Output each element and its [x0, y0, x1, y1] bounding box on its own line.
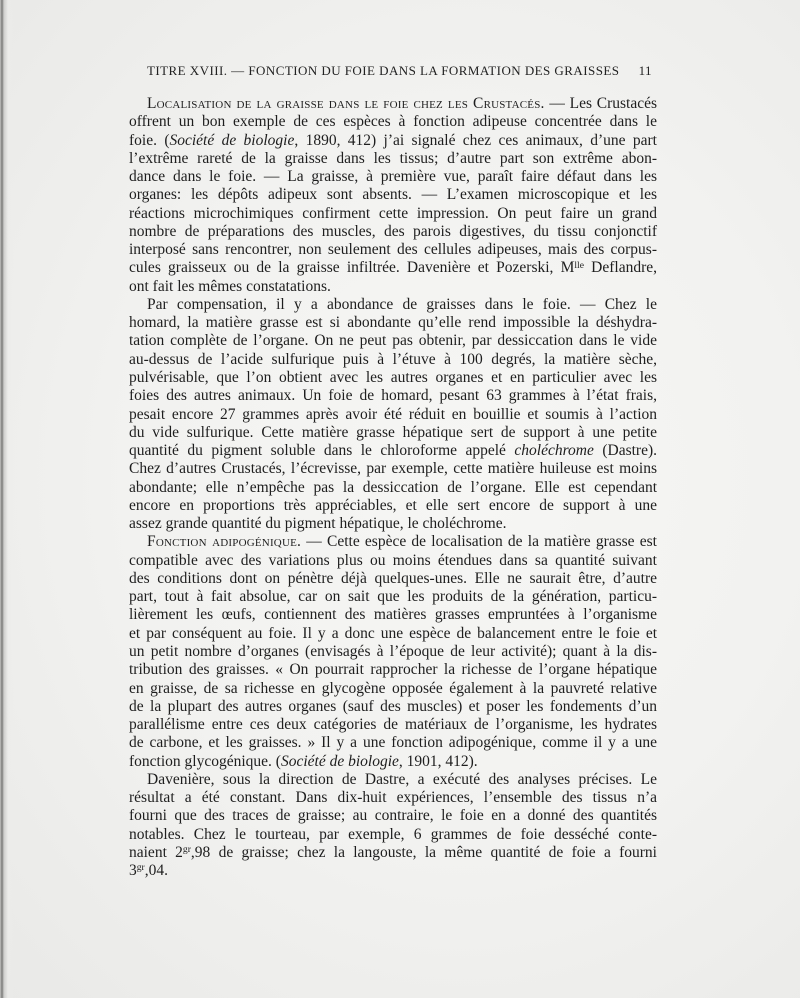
text-line [129, 771, 657, 789]
body-text: nombre de préparations des muscles, des parois digestives, du tissu conjonctif [129, 222, 657, 240]
body-text: en graisse, de sa richesse en glycogène opposée également à la pauvreté relative [129, 679, 657, 697]
body-text: organes: les dépôts adipeux sont absents. — L’examen microscopique et les [129, 186, 657, 204]
text-line [129, 332, 657, 350]
text-line [129, 844, 657, 862]
body-text: part, tout à fait absolue, car on sait que les produits de la génération, particu- [129, 588, 657, 606]
body-text: tation complète de l’organe. On ne peut pas obtenir, par dessiccation dans le vide [129, 332, 657, 350]
body-text: 3 [129, 862, 137, 880]
body-text: quantité du pigment soluble dans le chloroforme appelé [129, 442, 515, 460]
body-text: Chez d’autres Crustacés, l’écrevisse, par exemple, cette matière huileuse est moins [129, 460, 657, 478]
text-line [129, 497, 657, 515]
text-line [129, 168, 657, 186]
text-line [129, 314, 657, 332]
text-line [129, 387, 657, 405]
text-line [129, 661, 657, 679]
body-text: Deflandre, [583, 259, 657, 277]
text-line [129, 186, 657, 204]
paragraph [129, 296, 657, 533]
text-line [129, 606, 657, 624]
body-text: — Cette espèce de localisation de la matière grasse est [301, 533, 657, 551]
body-text: compatible avec des variations plus ou moins étendues dans sa quantité suivant [129, 551, 657, 569]
body-text: fonction glycogénique. ( [129, 752, 281, 770]
text-line [129, 296, 657, 314]
text-line [129, 223, 657, 241]
body-text: notables. Chez le tourteau, par exemple, 6 grammes de foie desséché conte- [129, 825, 657, 843]
text-line [129, 369, 657, 387]
text-line [129, 716, 657, 734]
text-line [129, 351, 657, 369]
italic-text: choléchrome [514, 442, 594, 460]
text-line [129, 278, 657, 296]
body-text: encore en proportions très appréciables, et elle sert encore de support à une [129, 496, 657, 514]
text-line [129, 625, 657, 643]
text-line [129, 406, 657, 424]
text-line [129, 113, 657, 131]
text-line [129, 570, 657, 588]
body-text: de la plupart des autres organes (sauf des muscles) et poser les fondements d’un [129, 697, 657, 715]
body-text: abondante; elle n’empêche pas la dessiccation de l’organe. Elle est cependant [129, 478, 657, 496]
body-text: (Dastre). [593, 442, 657, 460]
run-in-heading: Localisation de la graisse dans le foie chez les Crustacés. [147, 95, 545, 112]
scan-edge-shadow [0, 0, 14, 998]
run-in-heading: Fonction adipogénique. [147, 533, 302, 551]
text-line [129, 479, 657, 497]
text-line [129, 753, 657, 771]
superscript-text: gr [182, 844, 191, 856]
body-text: parallélisme entre ces deux catégories de matériaux de l’organisme, les hydrates [129, 716, 657, 734]
text-line [129, 205, 657, 223]
body-text: lièrement les œufs, contiennent des matières grasses empruntées à l’organisme [129, 606, 657, 624]
body-text: pulvérisable, que l’on obtient avec les autres organes et en particulier avec les [129, 368, 657, 386]
text-line [129, 680, 657, 698]
body-text: foies des autres animaux. Un foie de homard, pesant 63 grammes à l’état frais, [129, 387, 657, 405]
italic-text: Société de biologie [280, 752, 399, 770]
text-line [129, 95, 657, 113]
text-line [129, 150, 657, 168]
text-line [129, 643, 657, 661]
text-line [129, 460, 657, 478]
superscript-text: gr [136, 862, 145, 874]
text-line [129, 826, 657, 844]
text-line [129, 259, 657, 277]
page-number: 11 [638, 63, 652, 78]
body-text: , 1901, 412). [398, 752, 478, 770]
body-text: offrent un bon exemple de ces espèces à fonction adipeuse concentrée dans le [129, 113, 657, 131]
body-text: fourni que des traces de graisse; au contraire, le foie en a donné des quantités [129, 807, 657, 825]
text-line [129, 424, 657, 442]
body-text: résultat a été constant. Dans dix-huit expériences, l’ensemble des tissus n’a [129, 789, 657, 807]
body-text: du vide sulfurique. Cette matière grasse hépatique sert de support à une petite [129, 423, 657, 441]
text-line [129, 588, 657, 606]
body-text: homard, la matière grasse est si abondante qu’elle rend impossible la déshydra- [129, 314, 657, 332]
text-line [129, 734, 657, 752]
page-text-body [129, 95, 657, 880]
body-text: tribution des graisses. « On pourrait rapprocher la richesse de l’organe hépatique [129, 661, 657, 679]
text-line [129, 241, 657, 259]
body-text: assez grande quantité du pigment hépatique, le choléchrome. [129, 515, 507, 533]
body-text: dance dans le foie. — La graisse, à première vue, paraît faire défaut dans les [129, 168, 657, 186]
body-text: de carbone, et les graisses. » Il y a une fonction adipogénique, comme il y a une [129, 734, 657, 752]
body-text: des conditions dont on pénètre déjà quelques-unes. Elle ne saurait être, d’autre [129, 569, 657, 587]
italic-text: Société de biologie [169, 131, 295, 149]
text-line [129, 862, 657, 880]
body-text: ,04. [144, 862, 168, 880]
body-text: pesait encore 27 grammes après avoir été réduit en bouillie et soumis à l’action [129, 405, 657, 423]
body-text: Davenière, sous la direction de Dastre, a exécuté des analyses précises. Le [147, 770, 657, 788]
text-line [129, 552, 657, 570]
body-text: — Les Crustacés [544, 95, 657, 112]
body-text: foie. ( [129, 131, 170, 149]
body-text: un petit nombre d’organes (envisagés à l’époque de leur activité); quant à la dis- [129, 642, 657, 660]
text-line [129, 533, 657, 551]
body-text: au-dessus de l’acide sulfurique puis à l’étuve à 100 degrés, la matière sèche, [129, 350, 657, 368]
body-text: réactions microchimiques confirment cette impression. On peut faire un grand [129, 204, 657, 222]
body-text: interposé sans rencontrer, non seulement des cellules adipeuses, mais des corpus- [129, 241, 657, 259]
text-line [129, 698, 657, 716]
superscript-text: lle [574, 259, 584, 271]
text-line [129, 442, 657, 460]
body-text: naient 2 [129, 843, 183, 861]
text-line [129, 132, 657, 150]
body-text: , 1890, 412) j’ai signalé chez ces animaux, d’une part [294, 131, 657, 149]
body-text: l’extrême rareté de la graisse dans les tissus; d’autre part son extrême abon- [129, 149, 657, 167]
body-text: ,98 de graisse; chez la langouste, la même quantité de foie a fourni [190, 843, 657, 861]
running-title: TITRE XVIII. — FONCTION DU FOIE DANS LA FORMATION DES GRAISSES [147, 63, 620, 78]
text-line [129, 789, 657, 807]
body-text: cules graisseux ou de la graisse infiltrée. Davenière et Pozerski, M [129, 259, 575, 277]
text-line [129, 807, 657, 825]
paragraph [129, 533, 657, 770]
body-text: ont fait les mêmes constatations. [129, 277, 331, 295]
paragraph [129, 771, 657, 881]
running-head [147, 62, 652, 80]
paragraph [129, 95, 657, 296]
body-text: Par compensation, il y a abondance de graisses dans le foie. — Chez le [147, 295, 657, 313]
text-line [129, 515, 657, 533]
body-text: et par conséquent au foie. Il y a donc une espèce de balancement entre le foie et [129, 624, 657, 642]
